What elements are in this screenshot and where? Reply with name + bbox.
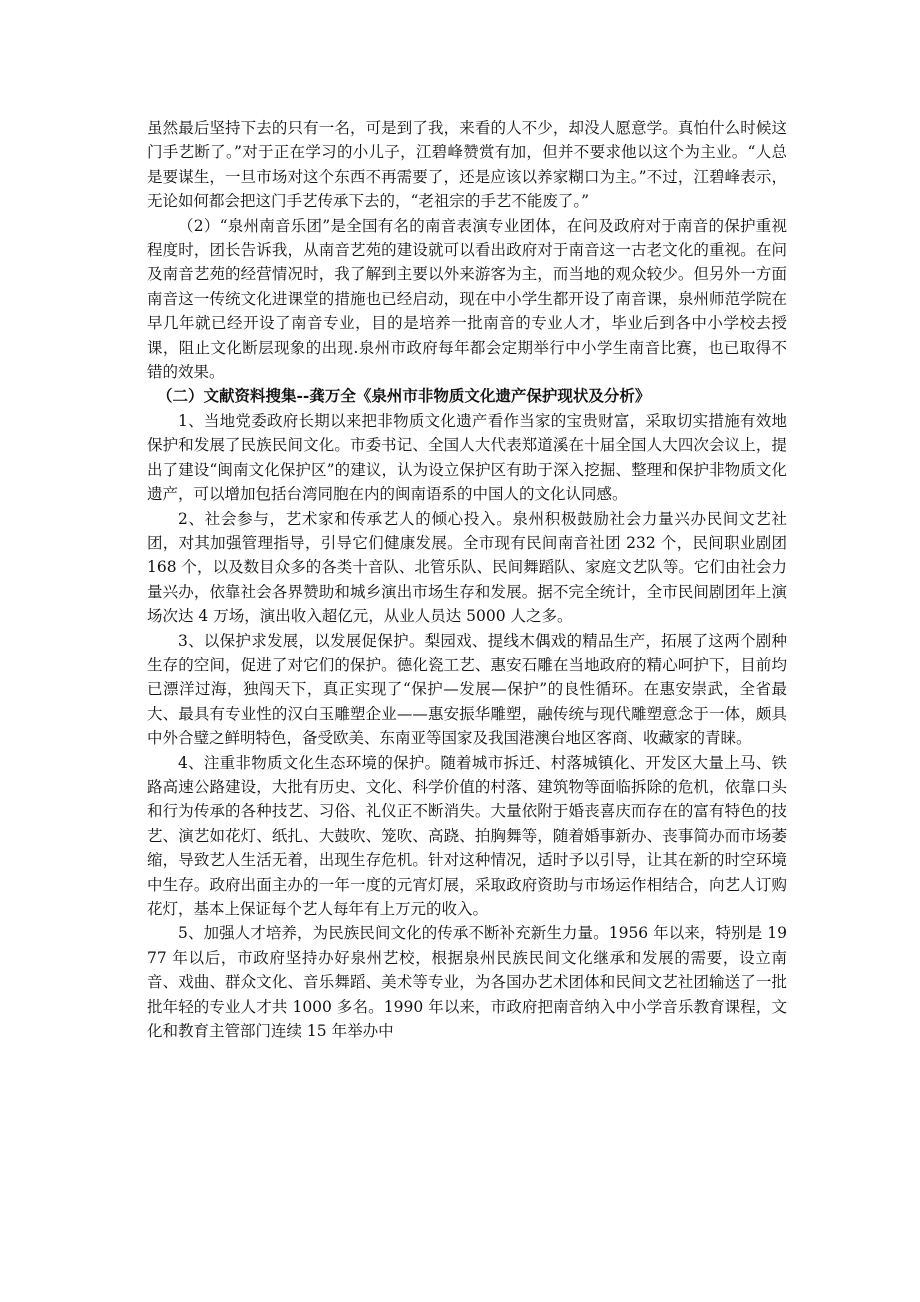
document-body <box>147 116 787 1043</box>
paragraph-point-4: 4、注重非物质文化生态环境的保护。随着城市拆迁、村落城镇化、开发区大量上马、铁路高速公路建设，大批有历史、文化、科学价值的村落、建筑物等面临拆除的危机，依靠口头和行为传承的各种技艺、习俗、礼仪正不断消失。大量依附于婚丧喜庆而存在的富有特色的技艺、演艺如花灯、纸扎、大鼓吹、笼吹、高跷、拍胸舞等，随着婚事新办、丧事简办而市场萎缩，导致艺人生活无着，出现生存危机。针对这种情况，适时予以引导，让其在新的时空环境中生存。政府出面主办的一年一度的元宵灯展，采取政府资助与市场运作相结合，向艺人订购花灯，基本上保证每个艺人每年有上万元的收入。 <box>147 753 787 918</box>
section-heading: （二）文献资料搜集--龚万全《泉州市非物质文化遗产保护现状及分析》 <box>157 386 651 406</box>
paragraph-point-3: 3、以保护求发展，以发展促保护。梨园戏、提线木偶戏的精品生产，拓展了这两个剧种生存的空间，促进了对它们的保护。德化瓷工艺、惠安石雕在当地政府的精心呵护下，目前均已漂洋过海，独闯天下，真正实现了“保护—发展—保护”的良性循环。在惠安崇武，全省最大、最具有专业性的汉白玉雕塑企业——惠安振华雕塑，融传统与现代雕塑意念于一体，颇具中外合璧之鲜明特色，备受欧美、东南亚等国家及我国港澳台地区客商、收藏家的青睐。 <box>147 631 787 748</box>
paragraph-point-1: 1、当地党委政府长期以来把非物质文化遗产看作当家的宝贵财富，采取切实措施有效地保护和发展了民族民间文化。市委书记、全国人大代表郑道溪在十届全国人大四次会议上，提出了建设“闽南文化保护区”的建议，认为设立保护区有助于深入挖掘、整理和保护非物质文化遗产，可以增加包括台湾同胞在内的闽南语系的中国人的文化认同感。 <box>147 411 787 504</box>
paragraph-continuation: 虽然最后坚持下去的只有一名，可是到了我，来看的人不少，却没人愿意学。真怕什么时候这门手艺断了。”对于正在学习的小儿子，江碧峰赞赏有加，但并不要求他以这个为主业。“人总是要谋生，一旦市场对这个东西不再需要了，还是应该以养家糊口为主。”不过，江碧峰表示，无论如何都会把这门手艺传承下去的，“老祖宗的手艺不能废了。” <box>147 119 787 211</box>
paragraph-point-5: 5、加强人才培养，为民族民间文化的传承不断补充新生力量。1956 年以来，特别是 1977 年以后，市政府坚持办好泉州艺校，根据泉州民族民间文化继承和发展的需要，设立南音、戏曲、群众文化、音乐舞蹈、美术等专业，为各国办艺术团体和民间文艺社团输送了一批批年轻的专业人才共 1000 多名。1990 年以来，市政府把南音纳入中小学音乐教育课程，文化和教育主管部门连续 15 年举办中 <box>147 924 787 1041</box>
paragraph-point-2: 2、社会参与，艺术家和传承艺人的倾心投入。泉州积极鼓励社会力量兴办民间文艺社团，对其加强管理指导，引导它们健康发展。全市现有民间南音社团 232 个，民间职业剧团 168 个，以及数目众多的各类十音队、北管乐队、民间舞蹈队、家庭文艺队等。它们由社会力量兴办，依靠社会各界赞助和城乡演出市场生存和发展。据不完全统计，全市民间剧团年上演场次达 4 万场，演出收入超亿元，从业人员达 5000 人之多。 <box>147 509 787 626</box>
paragraph-nanyin-troupe: （2）“泉州南音乐团”是全国有名的南音表演专业团体，在问及政府对于南音的保护重视程度时，团长告诉我，从南音艺苑的建设就可以看出政府对于南音这一古老文化的重视。在问及南音艺苑的经营情况时，我了解到主要以外来游客为主，而当地的观众较少。但另外一方面南音这一传统文化进课堂的措施也已经启动，现在中小学生都开设了南音课，泉州师范学院在早几年就已经开设了南音专业，目的是培养一批南音的专业人才，毕业后到各中小学校去授课，阻止文化断层现象的出现.泉州市政府每年都会定期举行中小学生南音比赛，也已取得不错的效果。 <box>147 216 787 382</box>
